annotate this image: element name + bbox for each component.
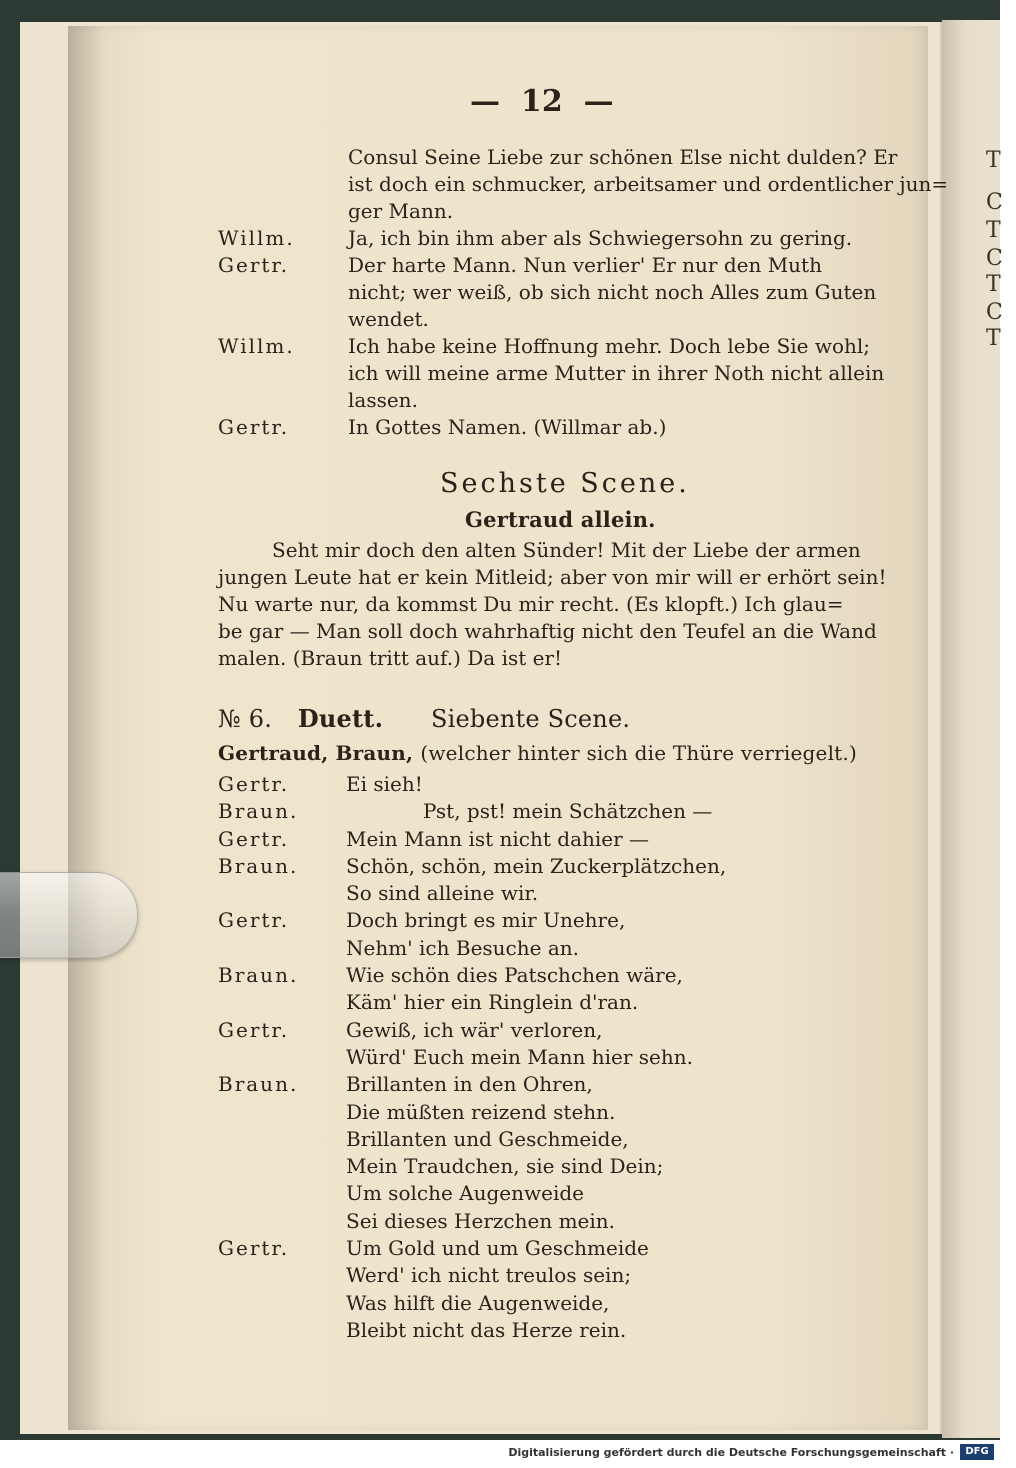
dialogue-row: [218, 226, 898, 253]
lyric-row: [218, 1263, 898, 1290]
dialogue-line: nicht; wer weiß, ob sich nicht noch Alles zum Guten: [348, 280, 877, 304]
lyric-line: Was hilft die Augenweide,: [346, 1290, 610, 1315]
lyric-line: Brillanten in den Ohren,: [346, 1072, 593, 1097]
dialogue-line: Consul Seine Liebe zur schönen Else nicht dulden? Er: [348, 145, 898, 169]
lyric-row: [218, 1045, 898, 1072]
dialogue-row: [218, 145, 898, 172]
lyric-row: [218, 963, 898, 990]
dfg-logo: DFG: [960, 1444, 994, 1460]
lyric-row: [218, 1100, 898, 1127]
lyric-line: Werd' ich nicht treulos sein;: [346, 1263, 632, 1288]
speaker-label: Gertr.: [218, 826, 290, 851]
facing-page-fragment: C: [986, 190, 1003, 215]
dialogue-row: [218, 172, 949, 199]
speaker-label: Gertr.: [218, 1017, 290, 1042]
cast-names: Gertraud, Braun,: [218, 741, 414, 765]
dialogue-line: In Gottes Namen. (Willmar ab.): [348, 415, 667, 439]
lyric-line: Würd' Euch mein Mann hier sehn.: [346, 1044, 693, 1069]
lyric-row: [218, 1236, 898, 1263]
lyric-line: Sei dieses Herzchen mein.: [346, 1208, 616, 1233]
lyric-line: Brillanten und Geschmeide,: [346, 1126, 629, 1151]
number-heading: [218, 704, 630, 733]
facing-page-fragment: T: [986, 326, 1001, 351]
scene-title: Sechste Scene.: [440, 468, 690, 499]
lyric-line: Ei sieh!: [346, 772, 423, 796]
dialogue-row: [218, 199, 898, 226]
facing-page-fragment: C: [986, 246, 1003, 271]
lyric-line: Um solche Augenweide: [346, 1181, 584, 1206]
lyric-row: [218, 1209, 898, 1236]
lyric-row: [218, 772, 898, 799]
prose-line: Nu warte nur, da kommst Du mir recht. (Es klopft.) Ich glau=: [218, 592, 844, 616]
number-label: № 6.: [218, 705, 273, 733]
speaker-label: Gertr.: [218, 415, 290, 439]
lyric-line: So sind alleine wir.: [346, 881, 539, 906]
piece-type: Duett.: [297, 704, 384, 733]
dialogue-row: [218, 415, 898, 442]
lyric-line: Pst, pst! mein Schätzchen —: [423, 799, 713, 824]
speaker-label: Braun.: [218, 963, 299, 988]
lyric-row: [218, 990, 898, 1017]
speaker-label: Gertr.: [218, 1236, 290, 1261]
prose-line: malen. (Braun tritt auf.) Da ist er!: [218, 646, 563, 670]
lyric-row: [218, 908, 898, 935]
scene-subtitle: Gertraud allein.: [465, 507, 656, 532]
lyric-row: [218, 854, 898, 881]
lyric-row: [218, 936, 898, 963]
facing-page-edge: [942, 20, 1003, 1438]
lyric-row: [218, 799, 898, 826]
cast-line: [218, 741, 857, 765]
lyric-row: [218, 1154, 898, 1181]
lyric-line: Nehm' ich Besuche an.: [346, 935, 579, 960]
stage-direction: (welcher hinter sich die Thüre verriegelt.): [420, 741, 857, 765]
lyric-line: Mein Traudchen, sie sind Dein;: [346, 1154, 664, 1179]
speaker-label: Braun.: [218, 799, 299, 824]
lyric-line: Bleibt nicht das Herze rein.: [346, 1317, 627, 1342]
prose-line: jungen Leute hat er kein Mitleid; aber von mir will er erhört sein!: [218, 565, 887, 589]
dialogue-line: Ich habe keine Hoffnung mehr. Doch lebe Sie wohl;: [348, 334, 871, 358]
speaker-label: Willm.: [218, 334, 295, 358]
scene-heading: Siebente Scene.: [431, 705, 631, 733]
speaker-label: Gertr.: [218, 908, 290, 933]
dialogue-row: [218, 388, 898, 415]
dialogue-row: [218, 334, 898, 361]
lyric-line: Die müßten reizend stehn.: [346, 1099, 616, 1124]
lyric-row: [218, 881, 898, 908]
page-gutter-shadow: [68, 26, 102, 1430]
lyric-line: Schön, schön, mein Zuckerplätzchen,: [346, 853, 727, 878]
lyric-line: Wie schön dies Patschchen wäre,: [346, 963, 683, 988]
dialogue-line: wendet.: [348, 307, 429, 331]
lyric-line: Käm' hier ein Ringlein d'ran.: [346, 990, 639, 1015]
dialogue-line: Ja, ich bin ihm aber als Schwiegersohn zu gering.: [348, 226, 853, 250]
funding-credit: Digitalisierung gefördert durch die Deutsche Forschungsgemeinschaft ·: [508, 1446, 954, 1459]
lyric-line: Mein Mann ist nicht dahier —: [346, 826, 650, 851]
facing-page-fragment: T: [986, 218, 1001, 243]
dialogue-row: [218, 361, 898, 388]
facing-page-fragment: T: [986, 148, 1001, 173]
dialogue-line: Der harte Mann. Nun verlier' Er nur den Muth: [348, 253, 822, 277]
prose-line: Seht mir doch den alten Sünder! Mit der Liebe der armen: [272, 538, 861, 562]
dialogue-block: [218, 145, 949, 442]
dialogue-row: [218, 307, 898, 334]
lyric-row: [218, 1127, 898, 1154]
dialogue-line: ich will meine arme Mutter in ihrer Noth nicht allein: [348, 361, 885, 385]
lyric-line: Um Gold und um Geschmeide: [346, 1236, 649, 1261]
speaker-label: Gertr.: [218, 253, 290, 277]
facing-page-fragment: T: [986, 272, 1001, 297]
facing-page-fragment: C: [986, 300, 1003, 325]
lyric-line: Doch bringt es mir Unehre,: [346, 908, 626, 933]
duet-lyrics: [218, 772, 898, 1345]
page-number: — 12 —: [470, 84, 614, 119]
dialogue-line: lassen.: [348, 388, 418, 412]
speaker-label: Braun.: [218, 853, 299, 878]
dialogue-row: [218, 253, 898, 280]
speaker-label: Gertr.: [218, 772, 290, 796]
page-clip-holder: [0, 872, 138, 958]
lyric-row: [218, 1181, 898, 1208]
lyric-row: [218, 827, 898, 854]
dialogue-line: ist doch ein schmucker, arbeitsamer und ordentlicher jun=: [348, 172, 949, 196]
lyric-line: Gewiß, ich wär' verloren,: [346, 1017, 603, 1042]
lyric-row: [218, 1018, 898, 1045]
lyric-row: [218, 1318, 898, 1345]
dialogue-line: ger Mann.: [348, 199, 454, 223]
prose-line: be gar — Man soll doch wahrhaftig nicht den Teufel an die Wand: [218, 619, 877, 643]
scene-prose: [218, 538, 887, 673]
speaker-label: Willm.: [218, 226, 295, 250]
lyric-row: [218, 1072, 898, 1099]
speaker-label: Braun.: [218, 1072, 299, 1097]
lyric-row: [218, 1291, 898, 1318]
dialogue-row: [218, 280, 898, 307]
